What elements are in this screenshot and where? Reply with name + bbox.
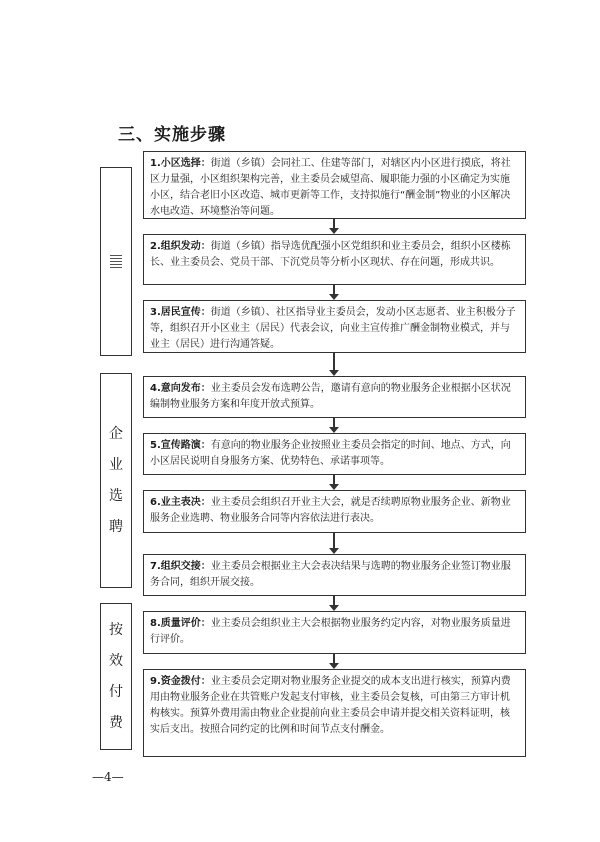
step-title: 8.质量评价： xyxy=(150,618,211,629)
phase-label: 企 业 选 聘 xyxy=(109,425,123,535)
step-title: 4.意向发布： xyxy=(150,383,211,394)
step-title: 7.组织交接： xyxy=(150,561,211,572)
flow-arrow xyxy=(333,418,335,428)
step-body: 街道（乡镇）、社区指导业主委员会，发动小区志愿者、业主积极分子等，组织召开小区业主（居民）代表会议，向业主宣传推广酬金制物业模式，并与业主（居民）进行沟通答疑。 xyxy=(150,307,516,350)
step-box-8 xyxy=(143,611,526,654)
step-box-3 xyxy=(143,300,526,353)
step-body: 街道（乡镇）会同社工、住建等部门，对辖区内小区进行摸底，将社区力量强，小区组织架构完善，业主委员会威望高、履职能力强的小区确定为实施小区，结合老旧小区改造、城市更新等工作，支持拟施行“酬金制”物业的小区解决水电改造、环境整治等问题。 xyxy=(150,158,511,217)
flow-arrow xyxy=(333,475,335,485)
step-body: 业主委员会发布选聘公告，邀请有意向的物业服务企业根据小区状况编制物业服务方案和年度开放式预算。 xyxy=(150,383,511,410)
step-title: 3.居民宣传： xyxy=(150,307,211,318)
flow-arrow xyxy=(333,596,335,606)
step-body: 业主委员会组织召开业主大会，就是否续聘原物业服务企业、新物业服务企业选聘、物业服务合同等内容依法进行表决。 xyxy=(150,497,511,524)
flow-arrow xyxy=(333,654,335,664)
step-box-4 xyxy=(143,376,526,418)
step-body: 街道（乡镇）指导选优配强小区党组织和业主委员会，组织小区楼栋长、业主委员会、党员干部、下沉党员等分析小区现状、存在问题，形成共识。 xyxy=(150,241,511,268)
step-body: 有意向的物业服务企业按照业主委员会指定的时间、地点、方式，向小区居民说明自身服务方案、优势特色、承诺事项等。 xyxy=(150,440,511,467)
phase-label-mark-icon xyxy=(110,255,122,269)
step-box-6 xyxy=(143,490,526,533)
step-body: 业主委员会组织业主大会根据物业服务约定内容，对物业服务质量进行评价。 xyxy=(150,618,511,645)
flow-arrow xyxy=(333,533,335,549)
page-number: —4— xyxy=(92,770,124,784)
step-title: 1.小区选择： xyxy=(150,158,211,169)
step-body: 业主委员会根据业主大会表决结果与选聘的物业服务企业签订物业服务合同，组织开展交接。 xyxy=(150,561,511,588)
phase-box-enterprise-selection xyxy=(100,373,132,588)
flow-arrow xyxy=(333,353,335,371)
phase-label: 按 效 付 费 xyxy=(109,621,123,731)
step-box-1 xyxy=(143,151,526,219)
step-title: 9.资金拨付： xyxy=(150,676,211,687)
step-title: 6.业主表决： xyxy=(150,497,211,508)
step-box-2 xyxy=(143,234,526,285)
step-title: 2.组织发动： xyxy=(150,241,211,252)
step-title: 5.宣传路演： xyxy=(150,440,211,451)
flow-arrow xyxy=(333,219,335,229)
flow-arrow xyxy=(333,285,335,295)
phase-box-preparation xyxy=(100,167,132,356)
phase-box-pay-by-performance xyxy=(100,603,132,750)
step-box-9 xyxy=(143,669,526,757)
step-box-5 xyxy=(143,433,526,475)
step-body: 业主委员会定期对物业服务企业提交的成本支出进行核实，预算内费用由物业服务企业在共管账户发起支付审核，业主委员会复核，可由第三方审计机构核实。预算外费用需由物业企业提前向业主委员会申请并提交相关资料证明，核实后支出。按照合同约定的比例和时间节点支付酬金。 xyxy=(150,676,511,735)
step-box-7 xyxy=(143,554,526,596)
section-heading: 三、实施步骤 xyxy=(118,125,226,145)
